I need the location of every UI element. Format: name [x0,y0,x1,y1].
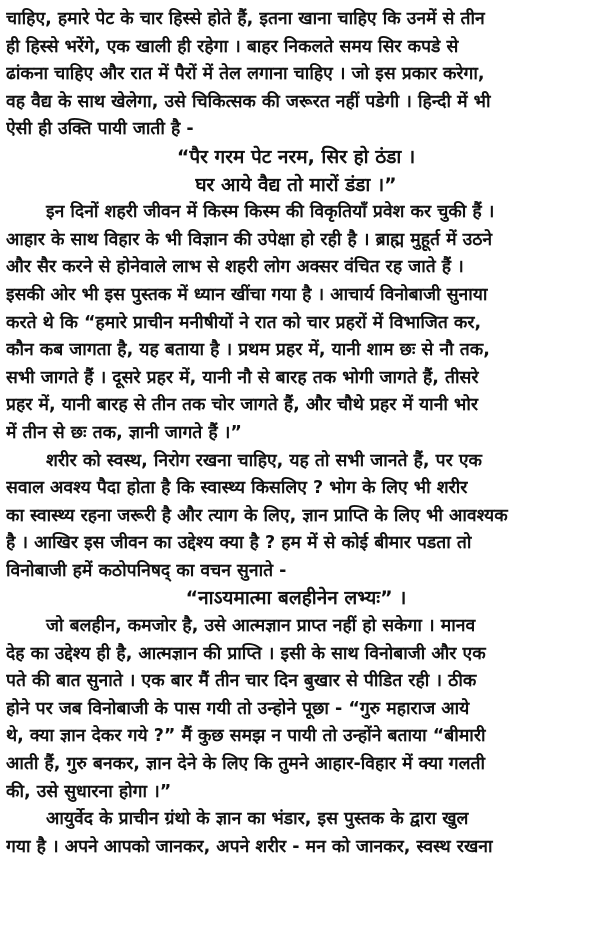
text-line: करते थे कि “हमारे प्राचीन मनीषीयों ने रात को चार प्रहरों में विभाजित कर, [6,312,482,333]
text-line: में तीन से छः तक, ज्ञानी जागते हैं ।” [6,422,242,443]
text-line: है । आखिर इस जीवन का उद्देश्य क्या है ? हम में से कोई बीमार पडता तो [6,533,472,554]
text-line: का स्वास्थ्य रहना जरूरी है और त्याग के लिए, ज्ञान प्राप्ति के लिए भी आवश्यक [6,505,508,526]
text-line: थे, क्या ज्ञान देकर गये ?” मैं कुछ समझ न पायी तो उन्होंने बताया “बीमारी [6,726,486,747]
paragraph-1 [6,6,586,144]
text-line: सभी जागते हैं । दूसरे प्रहर में, यानी नौ से बारह तक भोगी जागते हैं, तीसरे [6,367,479,388]
text-line: ही हिस्से भरेंगे, एक खाली ही रहेगा । बाहर निकलते समय सिर कपडे से [6,36,459,57]
quote-line: “नाऽयमात्मा बलहीनेन लभ्यः” । [185,587,407,610]
text-line: पते की बात सुनाते । एक बार मैं तीन चार दिन बुखार से पीडित रही । ठीक [6,671,477,692]
text-line: आती हैं, गुरु बनकर, ज्ञान देने के लिए कि तुमने आहार-विहार में क्या गलती [6,754,486,775]
paragraph-5 [6,806,586,861]
paragraph-2 [6,199,586,447]
text-line: जो बलहीन, कमजोर है, उसे आत्मज्ञान प्राप्त नहीं हो सकेगा । मानव [46,616,476,637]
text-line: विनोबाजी हमें कठोपनिषद् का वचन सुनाते - [6,560,287,581]
text-line: और सैर करने से होनेवाले लाभ से शहरी लोग अक्सर वंचित रह जाते हैं । [6,257,464,278]
text-line: आहार के साथ विहार के भी विज्ञान की उपेक्षा हो रही है । ब्राह्म मुहूर्त में उठने [6,229,493,250]
text-line: होने पर जब विनोबाजी के पास गयी तो उन्होने पूछा - “गुरु महाराज आये [6,698,470,719]
text-line: वह वैद्य के साथ खेलेगा, उसे चिकित्सक की जरूरत नहीं पडेगी । हिन्दी में भी [6,91,491,112]
text-line: देह का उद्देश्य ही है, आत्मज्ञान की प्राप्ति । इसी के साथ विनोबाजी और एक [6,643,486,664]
sanskrit-quote [6,585,586,613]
paragraph-3 [6,448,586,586]
text-line: इन दिनों शहरी जीवन में किस्म किस्म की विकृतियाँ प्रवेश कर चुकी हैं । [46,202,495,223]
text-line: चाहिए, हमारे पेट के चार हिस्से होते हैं, इतना खाना चाहिए कि उनमें से तीन [6,9,485,29]
text-line: आयुर्वेद के प्राचीन ग्रंथो के ज्ञान का भंडार, इस पुस्तक के द्वारा खुल [46,809,469,830]
text-line: शरीर को स्वस्थ, निरोग रखना चाहिए, यह तो सभी जानते हैं, पर एक [46,450,482,471]
quote-couplet [6,144,586,199]
text-line: ढांकना चाहिए और रात में पैरों में तेल लगाना चाहिए । जो इस प्रकार करेगा, [6,64,485,85]
text-line: ऐसी ही उक्ति पायी जाती है - [6,119,194,140]
quote-line: “पैर गरम पेट नरम, सिर हो ठंडा । [176,145,416,168]
text-line: इसकी ओर भी इस पुस्तक में ध्यान खींचा गया है । आचार्य विनोबाजी सुनाया [6,284,488,305]
quote-line: घर आये वैद्य तो मारों डंडा ।” [195,173,397,196]
text-line: प्रहर में, यानी बारह से तीन तक चोर जागते हैं, और चौथे प्रहर में यानी भोर [6,395,479,416]
text-line: की, उसे सुधारना होगा ।” [6,781,172,802]
text-line: कौन कब जागता है, यह बताया है । प्रथम प्रहर में, यानी शाम छः से नौ तक, [6,340,490,361]
paragraph-4 [6,613,586,806]
text-line: सवाल अवश्य पैदा होता है कि स्वास्थ्य किसलिए ? भोग के लिए भी शरीर [6,478,468,499]
text-line: गया है । अपने आपको जानकर, अपने शरीर - मन को जानकर, स्वस्थ रखना [6,836,493,857]
